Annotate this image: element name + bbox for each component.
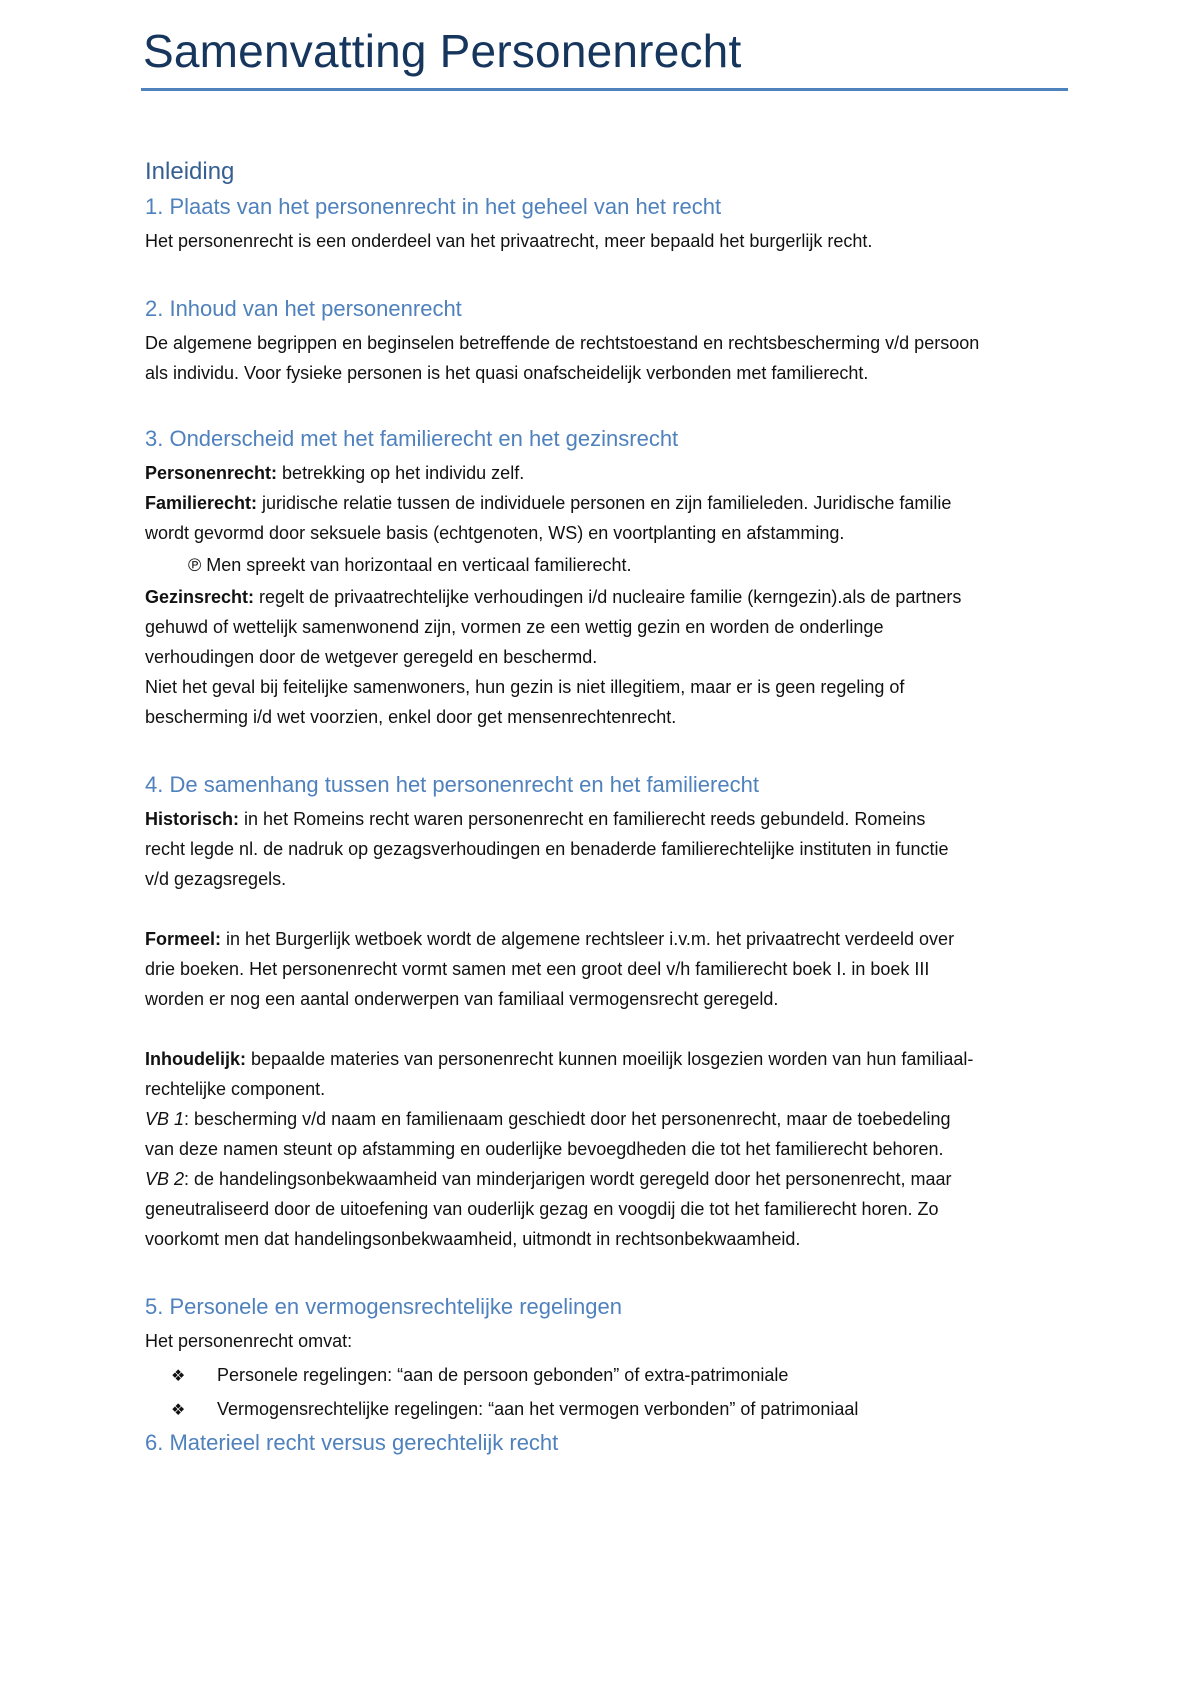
section-4-vb2-2: geneutraliseerd door de uitoefening van ouderlijk gezag en voogdij die tot het familierecht horen. Zo: [145, 1199, 939, 1219]
term-gezinsrecht: Gezinsrecht:: [145, 587, 255, 607]
section-4-formeel-2: drie boeken. Het personenrecht vormt samen met een groot deel v/h familierecht boek I. in boek III: [145, 959, 930, 979]
heading-section-2: 2. Inhoud van het personenrecht: [145, 296, 462, 321]
vb1-text-1: : bescherming v/d naam en familienaam geschiedt door het personenrecht, maar de toebedeling: [184, 1109, 951, 1129]
heading-section-1: 1. Plaats van het personenrecht in het geheel van het recht: [145, 194, 722, 219]
heading-inleiding: Inleiding: [145, 158, 235, 185]
section-4-formeel: [145, 924, 1095, 954]
term-inhoudelijk: Inhoudelijk:: [145, 1049, 246, 1069]
section-3-gezinsrecht-2: gehuwd of wettelijk samenwonend zijn, vormen ze een wettig gezin en worden de onderlinge: [145, 617, 884, 637]
section-2-line-2: als individu. Voor fysieke personen is het quasi onafscheidelijk verbonden met familierecht.: [145, 363, 869, 383]
section-4-historisch-2: recht legde nl. de nadruk op gezagsverhoudingen en benaderde familierechtelijke instituten in functie: [145, 839, 949, 859]
list-item: [171, 1360, 788, 1392]
term-personenrecht: Personenrecht:: [145, 463, 278, 483]
def-inhoudelijk-1: bepaalde materies van personenrecht kunnen moeilijk losgezien worden van hun familiaal-: [246, 1049, 974, 1069]
section-4-vb1: [145, 1104, 1095, 1134]
term-familierecht: Familierecht:: [145, 493, 258, 513]
section-4-vb2-3: voorkomt men dat handelingsonbekwaamheid, uitmondt in rechtsonbekwaamheid.: [145, 1229, 801, 1249]
def-gezinsrecht-1: regelt de privaatrechtelijke verhoudingen i/d nucleaire familie (kerngezin).als de partners: [254, 587, 962, 607]
section-1-text: Het personenrecht is een onderdeel van het privaatrecht, meer bepaald het burgerlijk recht.: [145, 231, 873, 251]
diamond-bullet-icon: ❖: [171, 1402, 186, 1419]
vb2-label: VB 2: [145, 1169, 185, 1189]
vb2-text-1: : de handelingsonbekwaamheid van minderjarigen wordt geregeld door het personenrecht, maar: [184, 1169, 952, 1189]
section-3-personenrecht: [145, 458, 1095, 488]
section-5-intro: Het personenrecht omvat:: [145, 1331, 353, 1351]
def-personenrecht: betrekking op het individu zelf.: [277, 463, 525, 483]
document-title: Samenvatting Personenrecht: [143, 25, 742, 77]
section-2-line-1: De algemene begrippen en beginselen betreffende de rechtstoestand en rechtsbescherming v/d persoon: [145, 333, 980, 353]
list-item: [171, 1394, 858, 1426]
def-familierecht-1: juridische relatie tussen de individuele personen en zijn familieleden. Juridische familie: [257, 493, 952, 513]
heading-section-3: 3. Onderscheid met het familierecht en het gezinsrecht: [145, 426, 679, 451]
arrow-icon: ℗: [188, 555, 202, 575]
section-4-historisch-3: v/d gezagsregels.: [145, 869, 287, 889]
section-3-gezinsrecht-4: Niet het geval bij feitelijke samenwoners, hun gezin is niet illegitiem, maar er is geen regeling of: [145, 677, 905, 697]
title-underline: [141, 88, 1068, 91]
heading-section-6: 6. Materieel recht versus gerechtelijk recht: [145, 1430, 559, 1455]
section-3-gezinsrecht: [145, 582, 1095, 612]
section-4-vb2: [145, 1164, 1095, 1194]
section-3-familierecht: [145, 488, 1095, 518]
section-4-formeel-3: worden er nog een aantal onderwerpen van familiaal vermogensrecht geregeld.: [145, 989, 779, 1009]
heading-section-5: 5. Personele en vermogensrechtelijke regelingen: [145, 1294, 622, 1319]
vb1-label: VB 1: [145, 1109, 185, 1129]
def-formeel-1: in het Burgerlijk wetboek wordt de algemene rechtsleer i.v.m. het privaatrecht verdeeld over: [221, 929, 955, 949]
term-historisch: Historisch:: [145, 809, 240, 829]
list-item-text: Vermogensrechtelijke regelingen: “aan het vermogen verbonden” of patrimoniaal: [217, 1399, 859, 1419]
section-4-inhoudelijk-2: rechtelijke component.: [145, 1079, 326, 1099]
arrow-text: Men spreekt van horizontaal en verticaal familierecht.: [201, 555, 632, 575]
heading-section-4: 4. De samenhang tussen het personenrecht en het familierecht: [145, 772, 759, 797]
list-item-text: Personele regelingen: “aan de persoon gebonden” of extra-patrimoniale: [217, 1365, 789, 1385]
section-3-gezinsrecht-3: verhoudingen door de wetgever geregeld en beschermd.: [145, 647, 598, 667]
section-3-arrow-line: [188, 550, 631, 580]
section-4-inhoudelijk: [145, 1044, 1095, 1074]
section-3-familierecht-cont: wordt gevormd door seksuele basis (echtgenoten, WS) en voortplanting en afstamming.: [145, 523, 845, 543]
diamond-bullet-icon: ❖: [171, 1368, 186, 1385]
section-4-historisch: [145, 804, 1095, 834]
section-3-gezinsrecht-5: bescherming i/d wet voorzien, enkel door get mensenrechtenrecht.: [145, 707, 677, 727]
def-historisch-1: in het Romeins recht waren personenrecht en familierecht reeds gebundeld. Romeins: [239, 809, 926, 829]
section-4-vb1-2: van deze namen steunt op afstamming en ouderlijke bevoegdheden die tot het familierecht behoren.: [145, 1139, 944, 1159]
term-formeel: Formeel:: [145, 929, 222, 949]
